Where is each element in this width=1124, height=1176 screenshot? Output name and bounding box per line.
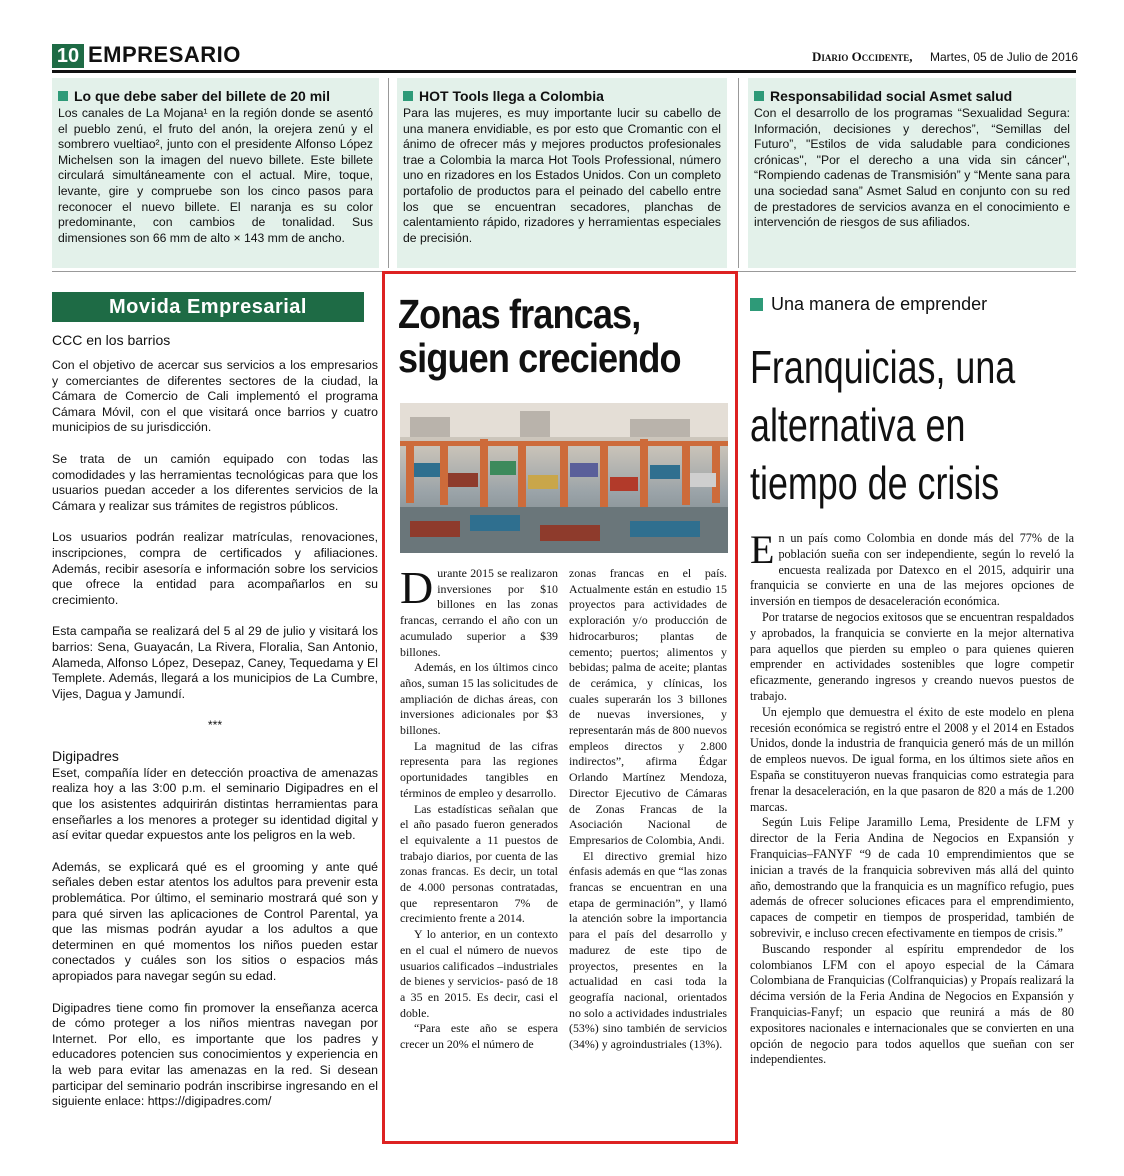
separator: *** xyxy=(207,718,223,733)
page-number: 10 xyxy=(52,44,84,68)
paragraph: “Para este año se espera crecer un 20% el número de xyxy=(400,1021,558,1052)
header-rule xyxy=(52,70,1076,73)
article-title: Zonas francas, siguen creciendo xyxy=(398,291,681,381)
brief-body: Los canales de La Mojana¹ en la región donde se asentó el pueblo zenú, el fruto del anón, la orejera zenú y el sombrero vueltiao², junto con el presidente Alfonso López Michelsen son la imagen del nuevo billete. Este billete circulará simultáneamente con el actual. Mire, toque, levante, gire y compruebe son los cinco pasos para reconocer el nuevo billete. El naranja es su color predominante, con cambios de tonalidad. Sus dimensiones son 66 mm de alto × 143 mm de ancho. xyxy=(58,106,373,245)
paragraph: Según Luis Felipe Jaramillo Lema, Presidente de LFM y director de la Feria Andina de Negocios en Expansión y Franquicias–FANYF “9 de cada 10 emprendimientos que se inician a través de la franquicia sobreviven más allá del quinto año, demostrando que la franquicia es un magnífico refugio, pues además de ofrecer soluciones eficaces para el emprendimiento, capaces de competir en tiempos de prosperidad, también de sobrevivir, e incluso crecen efectivamente en tiempos de crisis.” xyxy=(750,815,1074,940)
paragraph: Por tratarse de negocios exitosos que se encuentran respaldados y aprobados, la franquicia se convierte en la mejor alternativa para aquellos que pierden su empleo o para quienes quieren emprender en actividades sostenibles que logre competir eficazmente, generando ingresos y creando nuevos puestos de trabajo. xyxy=(750,609,1074,703)
brief-body: Con el desarrollo de los programas “Sexualidad Segura: Información, decisiones y derechos”, “Semillas del Futuro”, "Estilos de vida saludable para condiciones crónicas", "Por el derecho a una vida sin cáncer", “Rompiendo cadenas de Transmisión” y “Mente sana para una sociedad sana” Asmet Salud en conjunto con su red de prestadores de servicios avanza en el conocimiento e intervención de riesgos de sus afiliados. xyxy=(754,106,1070,230)
paragraph: Los usuarios podrán realizar matrículas, renovaciones, inscripciones, compra de certificados y afiliaciones. Además, recibir asesoría e información sobre los servicios que ofrece la entidad para acompañarlos en su crecimiento. xyxy=(52,530,378,607)
section-title: EMPRESARIO xyxy=(88,42,241,67)
paragraph: Además, se explicará qué es el grooming y ante qué señales deben estar atentos los adultos para prevenir esta problemática. Por último, el seminario mostrará qué son y para qué sirven las aplicaciones de Control Parental, ya que las mismas podrán ayudar a los adultos a que determinen en qué momentos los niños pueden estar conectados y cuáles son los sitios o espacios más apropiados para navegar según su edad. xyxy=(52,859,378,983)
kicker: Una manera de emprender xyxy=(750,294,987,315)
newspaper-name: Diario Occidente, xyxy=(812,49,913,64)
paragraph: Además, en los últimos cinco años, suman 15 las solicitudes de ampliación de dichas áreas, con inversiones adicionales por $3 billones. xyxy=(400,660,558,738)
brief-title: HOT Tools llega a Colombia xyxy=(403,88,727,104)
paragraph: Esta campaña se realizará del 5 al 29 de julio y visitará los barrios: Sena, Guayacán, La Rivera, Floralia, San Antonio, Alameda, Alfonso López, Desepaz, Caney, Tequedama y El Templete. Además, llegará a los municipios de La Cumbre, Vijes, Dagua y Jamundí. xyxy=(52,624,378,701)
brief-hot-tools xyxy=(397,78,727,268)
port-illustration xyxy=(400,403,728,553)
drop-cap: E xyxy=(750,527,775,572)
paragraph: Con el objetivo de acercar sus servicios a los empresarios y comerciantes de diferentes sectores de la ciudad, la Cámara de Comercio de Cali implementó el programa Cámara Móvil, con el que visitará once barrios y cuatro municipios de su jurisdicción. xyxy=(52,358,378,435)
square-bullet-icon xyxy=(403,91,413,101)
article-body xyxy=(750,527,1074,1068)
paragraph: Y lo anterior, en un contexto en el cual el número de nuevos usuarios calificados –industriales de bienes y servicios- pasó de 18 a 35 en 2015. Es decir, casi el doble. xyxy=(400,927,558,1020)
brief-title: Lo que debe saber del billete de 20 mil xyxy=(58,88,379,104)
brief-billete xyxy=(52,78,379,268)
article-title: Franquicias, una alternativa en tiempo de crisis xyxy=(750,341,1016,509)
square-bullet-icon xyxy=(58,91,68,101)
brief-title: Responsabilidad social Asmet salud xyxy=(754,88,1076,104)
subhead-digipadres: Digipadres xyxy=(52,747,119,764)
paragraph: El directivo gremial hizo énfasis además en que “las zonas francas se encuentran en una etapa de germinación”, y llamó la atención sobre la importancia para el país del desarrollo y madurez de este tipo de proyectos, presentes en la actualidad en casi toda la geografía nacional, orientados no solo a actividades industriales (53%) sino también de servicios (34%) y agroindustriales (13%). xyxy=(569,848,727,1052)
article-column-1 xyxy=(400,562,558,1053)
square-bullet-icon xyxy=(750,298,763,311)
paragraph: zonas francas en el país. Actualmente están en estudio 15 proyectos para actividades de exploración y/o producción de hidrocarburos; plantas de cemento; puertos; alimentos y bebidas; palma de aceite; plantas de cerámica, y clínicas, los cuales superarán los 3 billones de nuevas inversiones, y representarán más de 800 nuevos empleos directos y 2.800 indirectos”, afirma Édgar Orlando Martínez Mendoza, Director Ejecutivo de Cámaras de Zonas Francas de la Asociación Nacional de Empresarios de Colombia, Andi. xyxy=(569,566,727,847)
port-containers-photo xyxy=(400,403,728,553)
drop-cap: D xyxy=(400,562,434,613)
subhead-ccc: CCC en los barrios xyxy=(52,332,171,348)
square-bullet-icon xyxy=(754,91,764,101)
paragraph: Buscando responder al espíritu emprendedor de los colombianos LFM con el apoyo especial de la Cámara Colombiana de Franquicias (Colfranquicias) y Propaís realizará la décima versión de la Feria Andina de Negocios en Expansión y Franquicias-Fanyf; un espacio que reunirá a más de 80 expositores nacionales e internacionales que se convierten en una opción de negocio para todos aquellos que sueñan con ser independientes. xyxy=(750,941,1074,1067)
column-divider xyxy=(738,78,739,268)
movida-column xyxy=(52,330,378,1126)
movida-banner: Movida Empresarial xyxy=(52,292,364,322)
paragraph: Un ejemplo que demuestra el éxito de este modelo en plena recesión económica se registró entre el 2008 y el 2014 en Estados Unidos, donde la industria de franquicia generó más de un millón de empleos nuevos. De igual forma, en los últimos siete años en España se constituyeron nuevas franquicias como estrategia para frenar la desaceleración, en la que pasaron de 820 a más de 1.200 marcas. xyxy=(750,704,1074,814)
issue-date: Martes, 05 de Julio de 2016 xyxy=(930,50,1079,64)
column-divider xyxy=(388,78,389,268)
paragraph: Las estadísticas señalan que el año pasado fueron generados el equivalente a 11 puestos de trabajo diarios, por cuenta de las zonas francas. Es decir, un total de 4.000 personas contratadas, que representaron 7% de crecimiento frente a 2014. xyxy=(400,801,558,926)
brief-body: Para las mujeres, es muy importante lucir su cabello de una manera envidiable, es por esto que Cromantic con el ánimo de ofrecer más y mejores productos profesionales trae a Colombia la marca Hot Tools Professional, número uno en rizadores en los Estados Unidos. Con un completo portafolio de productos para el peinado del cabello entre los que se encuentran secadores, planchas de calentamiento rápido, rizadores y herramientas especiales de precisión. xyxy=(403,106,721,245)
paragraph: La magnitud de las cifras representa para las regiones oportunidades tangibles en términos de empleo y desarrollo. xyxy=(400,738,558,800)
brief-asmet xyxy=(748,78,1076,268)
article-column-2 xyxy=(569,566,727,1053)
paragraph: Durante 2015 se realizaron inversiones por $10 billones en las zonas francas, cerrando el año con un acumulado superior a $39 billones. xyxy=(400,562,558,659)
paragraph: Digipadres tiene como fin promover la enseñanza acerca de cómo proteger a los niños mientras navegan por Internet. Por ello, es importante que los padres y educadores potencien sus conocimientos y experiencia en la web para evitar las amenazas en la red. Si desean participar del seminario podrán inscribirse ingresando en el siguiente enlace: https://digipadres.com/ xyxy=(52,1000,378,1109)
paragraph: Se trata de un camión equipado con todas las comodidades y las herramientas tecnológicas para que los usuarios puedan acceder a los diferentes servicios de la Cámara y realizar sus trámites de registros públicos. xyxy=(52,451,378,513)
paragraph: Eset, compañía líder en detección proactiva de amenazas realiza hoy a las 3:00 p.m. el seminario Digipadres en el que los asistentes adquirirán distintas herramientas para enseñarles a los menores a proteger su identidad digital y así evitar quedar expuestos ante los peligros en la web. xyxy=(52,765,378,843)
paragraph: En un país como Colombia en donde más del 77% de la población sueña con ser independiente, según lo reveló la encuesta realizada por Datexco en el 2015, adquirir una franquicia se convierte en una de las mejores opciones de inversión en tiempos de desaceleración económica. xyxy=(750,527,1074,609)
